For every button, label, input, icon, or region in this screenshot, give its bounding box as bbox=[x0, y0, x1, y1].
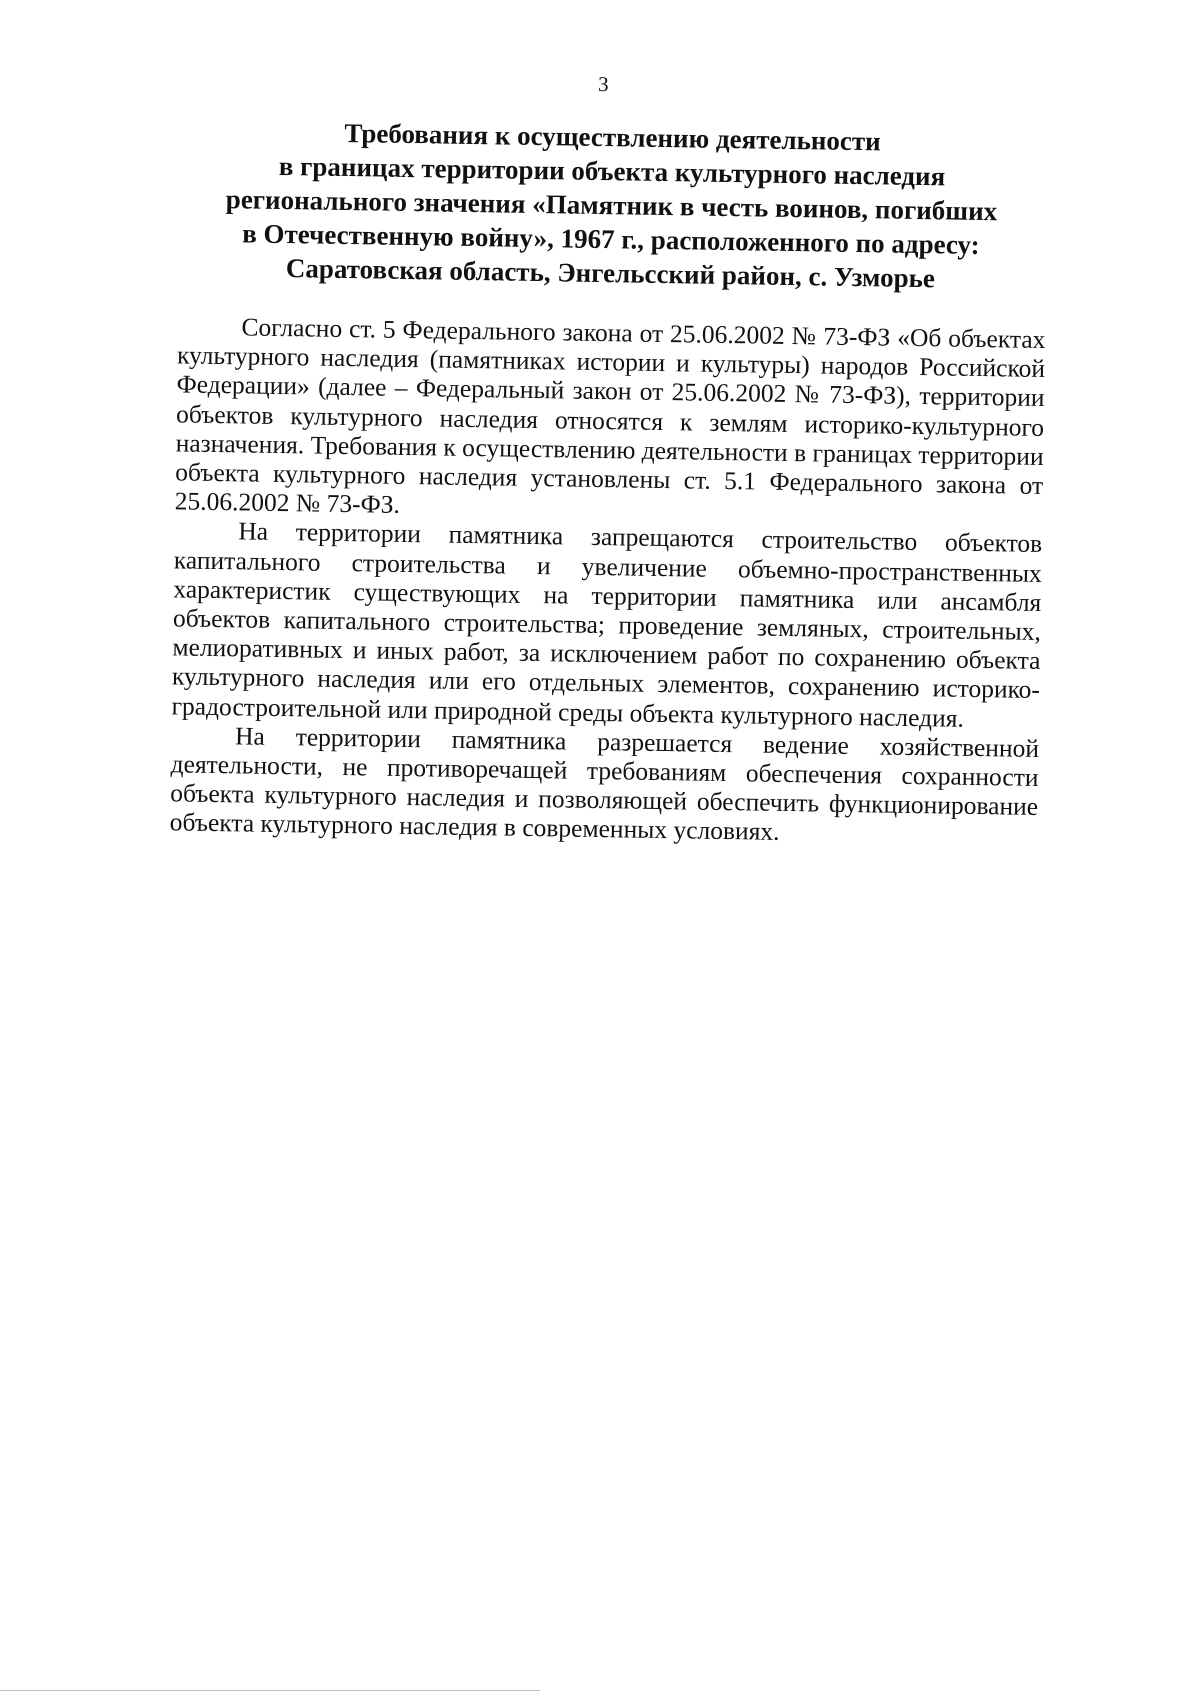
heading-line: в Отечественную войну», 1967 г., расположенного по адресу: bbox=[241, 218, 980, 260]
page-number: 3 bbox=[597, 71, 609, 97]
heading-line: регионального значения «Памятник в честь воинов, погибших bbox=[225, 184, 998, 227]
heading-line: Требования к осуществлению деятельности bbox=[344, 117, 881, 157]
scan-edge-line bbox=[0, 1690, 540, 1691]
heading-line: Саратовская область, Энгельсский район, с. Узморье bbox=[285, 253, 936, 294]
body-paragraph: На территории памятника запрещаются строительство объектов капитального строительства и увеличение объемно-пространственных характеристик существующих на территории памятника или ансамбля объектов капитального строительства; проведение земляных, строительных, мелиоративных и иных работ, за исключением работ по сохранению объекта культурного наследия или его отдельных элементов, сохранению историко-градостроительной или природной среды объекта культурного наследия. bbox=[171, 516, 1043, 733]
document-heading bbox=[220, 114, 1003, 296]
body-paragraph: Согласно ст. 5 Федерального закона от 25.06.2002 № 73-ФЗ «Об объектах культурного наследия (памятниках истории и культуры) народов Российской Федерации» (далее – Федеральный закон от 25.06.2002 № 73-ФЗ), территории объектов культурного наследия относятся к землям историко-культурного назначения. Требования к осуществлению деятельности в границах территории объекта культурного наследия установлены ст. 5.1 Федерального закона от 25.06.2002 № 73-ФЗ. bbox=[174, 312, 1046, 520]
heading-line: в границах территории объекта культурного наследия bbox=[278, 150, 946, 192]
body-paragraph: На территории памятника разрешается ведение хозяйственной деятельности, не противоречащей требованиям обеспечения сохранности объекта культурного наследия и позволяющей обеспечить функционирование объекта культурного наследия в современных условиях. bbox=[169, 721, 1040, 847]
document-body bbox=[170, 311, 1046, 850]
